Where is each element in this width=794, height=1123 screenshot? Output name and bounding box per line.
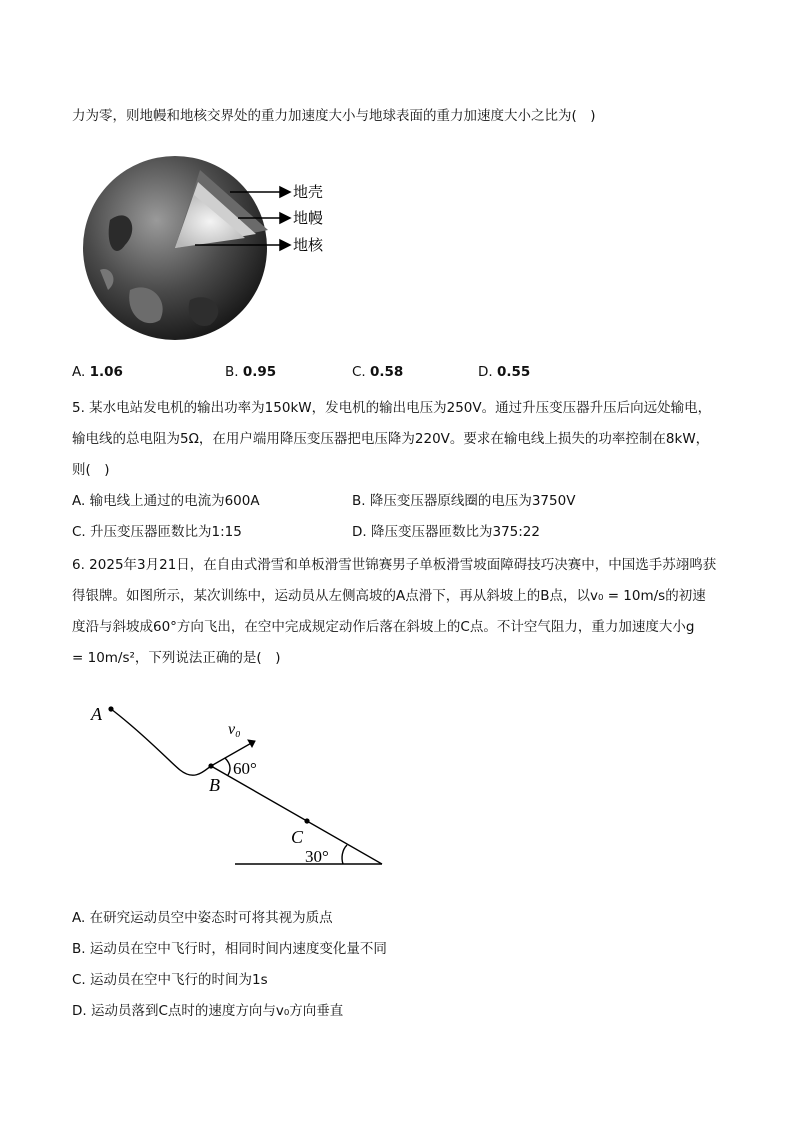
label-core: 地核 (293, 236, 324, 254)
ski-slope-figure (85, 690, 395, 875)
q6-option-c[interactable]: C. 运动员在空中飞行的时间为1s (72, 972, 268, 988)
label-c: C (291, 827, 304, 847)
q5-option-d[interactable]: D. 降压变压器匝数比为375:22 (352, 524, 540, 540)
angle-60-arc (225, 758, 230, 775)
q6-option-a[interactable]: A. 在研究运动员空中姿态时可将其视为质点 (72, 910, 333, 926)
q6-stem-line1: 6. 2025年3月21日，在自由式滑雪和单板滑雪世锦赛男子单板滑雪坡面障碍技巧决赛中，中国选手苏翊鸣获 (72, 557, 717, 573)
q6-stem-line2: 得银牌。如图所示，某次训练中，运动员从左侧高坡的A点滑下，再从斜坡上的B点，以v₀ = 10m/s的初速 (72, 588, 706, 604)
q6-stem-line3: 度沿与斜坡成60°方向飞出，在空中完成规定动作后落在斜坡上的C点。不计空气阻力，重力加速度大小g (72, 619, 695, 635)
angle-30-arc (342, 845, 347, 864)
v0-arrow-head (248, 740, 255, 747)
q6-option-d[interactable]: D. 运动员落到C点时的速度方向与v₀方向垂直 (72, 1003, 344, 1019)
label-angle-30: 30° (305, 847, 329, 866)
q5-option-c[interactable]: C. 升压变压器匝数比为1:15 (72, 524, 242, 540)
earth-structure-figure (80, 150, 350, 350)
q5-option-a[interactable]: A. 输电线上通过的电流为600A (72, 493, 260, 509)
q6-option-b[interactable]: B. 运动员在空中飞行时，相同时间内速度变化量不同 (72, 941, 387, 957)
q4-option-d[interactable]: D. 0.55 (478, 364, 531, 380)
label-mantle: 地幔 (293, 209, 324, 227)
incline (211, 766, 382, 864)
curve-a-to-b (111, 709, 211, 775)
label-crust: 地壳 (293, 183, 324, 201)
q5-stem-line1: 5. 某水电站发电机的输出功率为150kW，发电机的输出电压为250V。通过升压变压器升压后向远处输电， (72, 400, 712, 416)
label-b: B (209, 775, 220, 795)
point-b (208, 763, 213, 768)
label-v0: v₀ (228, 721, 241, 738)
q4-option-b[interactable]: B. 0.95 (225, 364, 277, 380)
label-a: A (91, 704, 102, 724)
point-a (108, 706, 113, 711)
q5-stem-line2: 输电线的总电阻为5Ω，在用户端用降压变压器把电压降为220V。要求在输电线上损失的功率控制在8kW， (72, 431, 710, 447)
q5-stem-line3: 则( ) (72, 462, 110, 478)
point-c (304, 818, 309, 823)
q5-option-b[interactable]: B. 降压变压器原线圈的电压为3750V (352, 493, 576, 509)
label-angle-60: 60° (233, 759, 257, 778)
q4-option-a[interactable]: A. 1.06 (72, 364, 123, 380)
q4-option-c[interactable]: C. 0.58 (352, 364, 404, 380)
q4-stem: 力为零，则地幔和地核交界处的重力加速度大小与地球表面的重力加速度大小之比为( ) (72, 108, 596, 124)
q6-stem-line4: = 10m/s²，下列说法正确的是( ) (72, 650, 281, 666)
